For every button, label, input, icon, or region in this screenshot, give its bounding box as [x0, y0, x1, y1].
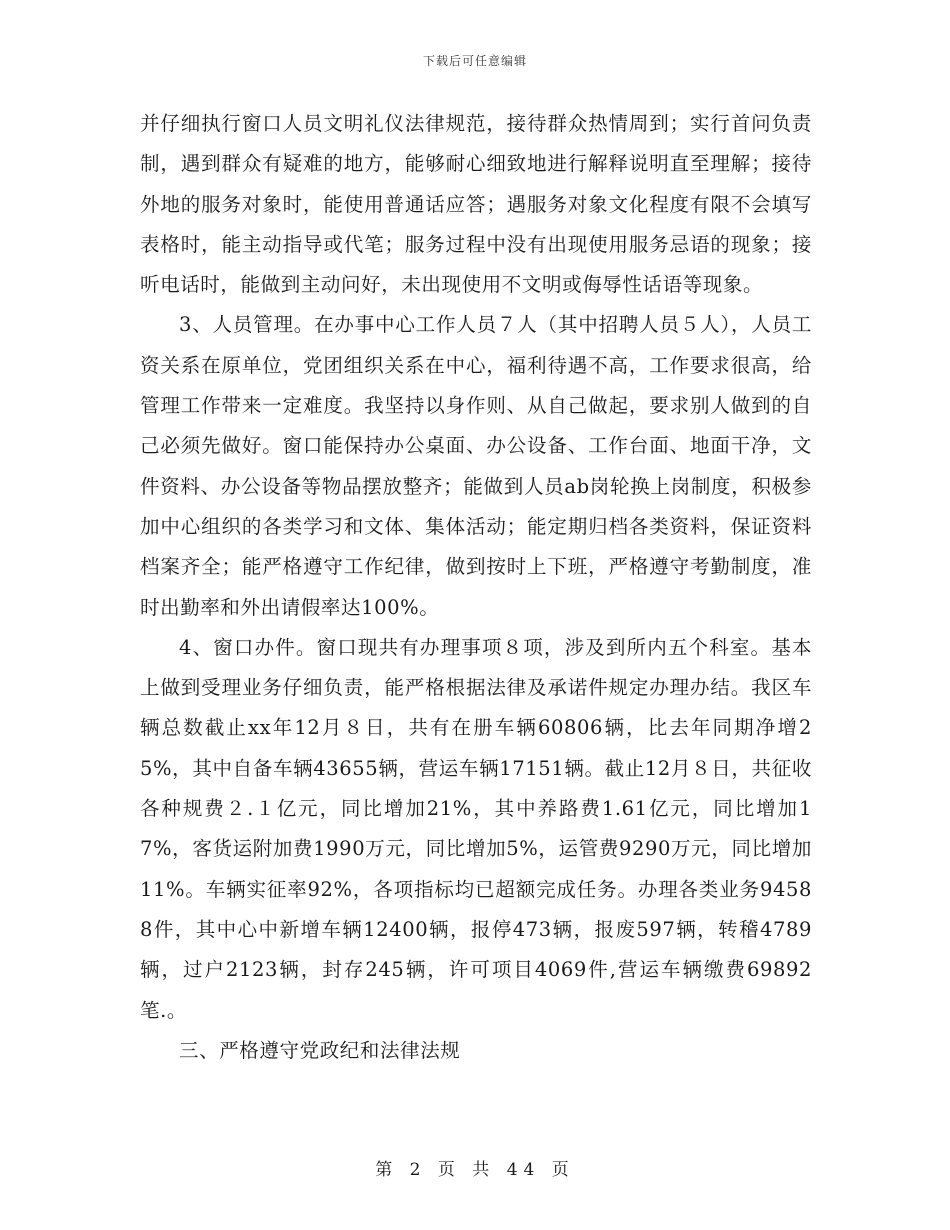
page-header: 下载后可任意编辑	[422, 54, 527, 68]
paragraph-window-handling: 4、窗口办件。窗口现共有办理事项８项，涉及到所内五个科室。基本上做到受理业务仔细负责，能严格根据法律及承诺件规定办理办结。我区车辆总数截止xx年12月８日，共有在册车辆60806辆，比去年同期净增25%，其中自备车辆43655辆，营运车辆17151辆。截止12月８日，共征收各种规费２.１亿元，同比增加21%，其中养路费1.61亿元，同比增加17%，客货运附加费1990万元，同比增加5%，运管费9290万元，同比增加11%。车辆实征率92%，各项指标均已超额完成任务。办理各类业务94588件，其中心中新增车辆12400辆，报停473辆，报废597辆，转稽4789辆，过户2123辆，封存245辆，许可项目4069件,营运车辆缴费69892笔.。	[140, 635, 812, 1022]
page-footer: 第 2 页 共 44 页	[375, 1160, 575, 1180]
section-heading: 三、严格遵守党政纪和法律法规	[179, 1038, 461, 1062]
paragraph-personnel-management: 3、人员管理。在办事中心工作人员７人（其中招聘人员５人），人员工资关系在原单位，党团组织关系在中心，福利待遇不高，工作要求很高，给管理工作带来一定难度。我坚持以身作则、从自己做起，要求别人做到的自己必须先做好。窗口能保持办公桌面、办公设备、工作台面、地面干净，文件资料、办公设备等物品摆放整齐；能做到人员ab岗轮换上岗制度，积极参加中心组织的各类学习和文体、集体活动；能定期归档各类资料，保证资料档案齐全；能严格遵守工作纪律，做到按时上下班，严格遵守考勤制度，准时出勤率和外出请假率达100%。	[140, 313, 812, 619]
paragraph-continuation: 并仔细执行窗口人员文明礼仪法律规范，接待群众热情周到；实行首问负责制，遇到群众有疑难的地方，能够耐心细致地进行解释说明直至理解；接待外地的服务对象时，能使用普通话应答；遇服务对象文化程度有限不会填写表格时，能主动指导或代笔；服务过程中没有出现使用服务忌语的现象；接听电话时，能做到主动问好，未出现使用不文明或侮辱性话语等现象。	[140, 112, 812, 297]
document-body	[140, 104, 812, 1071]
